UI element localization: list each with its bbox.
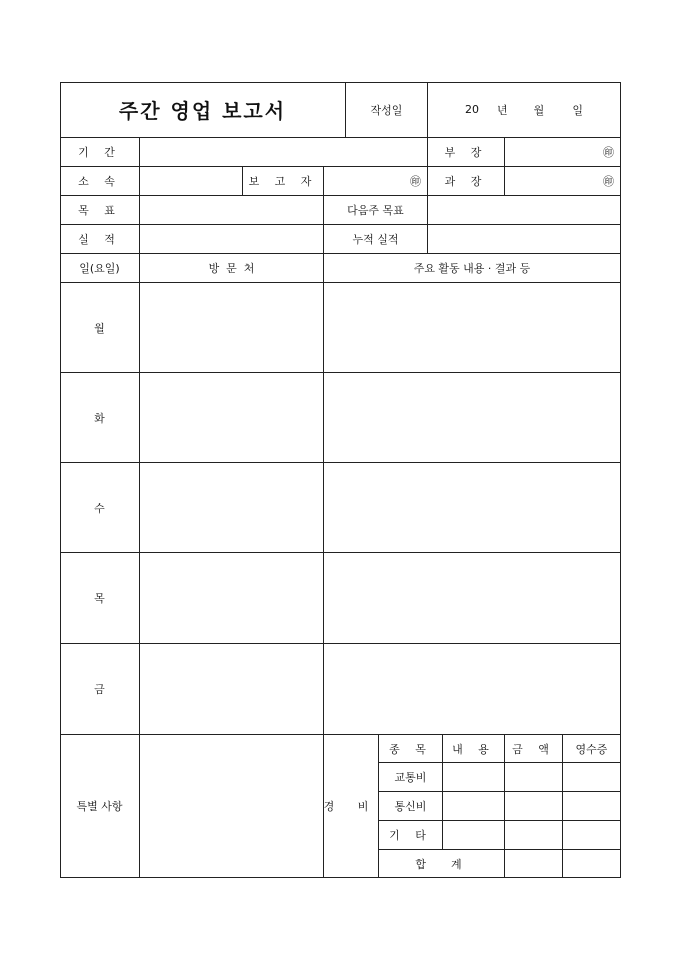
cumulative-field[interactable] [428, 225, 621, 254]
content-col-header: 주요 활동 내용 · 결과 등 [324, 254, 621, 283]
expense-content-other[interactable] [443, 821, 505, 850]
period-label: 기 간 [60, 138, 140, 167]
visit-col-header: 방 문 처 [140, 254, 324, 283]
created-date-field[interactable] [428, 82, 621, 138]
content-field-mon[interactable] [324, 283, 621, 373]
date-year-unit: 년 [497, 103, 508, 117]
expense-total-amount[interactable] [505, 850, 563, 878]
expense-receipt-telecom[interactable] [563, 792, 621, 821]
expense-receipt-other[interactable] [563, 821, 621, 850]
result-field[interactable] [140, 225, 324, 254]
seal-mark: ㊞ [603, 146, 614, 159]
reporter-label: 보 고 자 [243, 167, 324, 196]
goal-label: 목 표 [60, 196, 140, 225]
manager-label: 과 장 [428, 167, 505, 196]
dept-head-seal-field[interactable] [505, 138, 621, 167]
reporter-seal-field[interactable] [324, 167, 428, 196]
expense-content-telecom[interactable] [443, 792, 505, 821]
expense-header-content: 내 용 [443, 735, 505, 763]
date-year: 20 [465, 103, 480, 116]
expense-amount-telecom[interactable] [505, 792, 563, 821]
result-label: 실 적 [60, 225, 140, 254]
expense-amount-transport[interactable] [505, 763, 563, 792]
affiliation-field[interactable] [140, 167, 243, 196]
day-label-thu: 목 [60, 553, 140, 644]
visit-field-fri[interactable] [140, 644, 324, 735]
expense-item-transport: 교통비 [379, 763, 443, 792]
seal-mark: ㊞ [603, 175, 614, 188]
created-date-label: 작성일 [346, 82, 428, 138]
next-goal-label: 다음주 목표 [324, 196, 428, 225]
expense-total-receipt[interactable] [563, 850, 621, 878]
day-label-tue: 화 [60, 373, 140, 463]
date-month-unit: 월 [533, 103, 545, 117]
visit-field-thu[interactable] [140, 553, 324, 644]
content-field-fri[interactable] [324, 644, 621, 735]
weekly-sales-report-form [60, 82, 621, 878]
next-goal-field[interactable] [428, 196, 621, 225]
manager-seal-field[interactable] [505, 167, 621, 196]
expense-receipt-transport[interactable] [563, 763, 621, 792]
goal-field[interactable] [140, 196, 324, 225]
dept-head-label: 부 장 [428, 138, 505, 167]
expense-header-amount: 금 액 [505, 735, 563, 763]
visit-field-mon[interactable] [140, 283, 324, 373]
seal-mark: ㊞ [410, 175, 421, 188]
expense-content-transport[interactable] [443, 763, 505, 792]
date-day-unit: 일 [572, 103, 583, 117]
report-title: 주간 영업 보고서 [60, 82, 346, 138]
expense-header-receipt: 영수증 [563, 735, 621, 763]
visit-field-wed[interactable] [140, 463, 324, 553]
day-col-header: 일(요일) [60, 254, 140, 283]
period-field[interactable] [140, 138, 428, 167]
affiliation-label: 소 속 [60, 167, 140, 196]
day-label-wed: 수 [60, 463, 140, 553]
expense-total-label: 합 계 [379, 850, 505, 878]
day-label-mon: 월 [60, 283, 140, 373]
content-field-wed[interactable] [324, 463, 621, 553]
expense-item-other: 기 타 [379, 821, 443, 850]
special-notes-label: 특별 사항 [60, 735, 140, 878]
expense-label: 경 비 [324, 735, 379, 878]
day-label-fri: 금 [60, 644, 140, 735]
expense-item-telecom: 통신비 [379, 792, 443, 821]
cumulative-label: 누적 실적 [324, 225, 428, 254]
special-notes-field[interactable] [140, 735, 324, 878]
visit-field-tue[interactable] [140, 373, 324, 463]
content-field-tue[interactable] [324, 373, 621, 463]
expense-header-item: 종 목 [379, 735, 443, 763]
content-field-thu[interactable] [324, 553, 621, 644]
expense-amount-other[interactable] [505, 821, 563, 850]
